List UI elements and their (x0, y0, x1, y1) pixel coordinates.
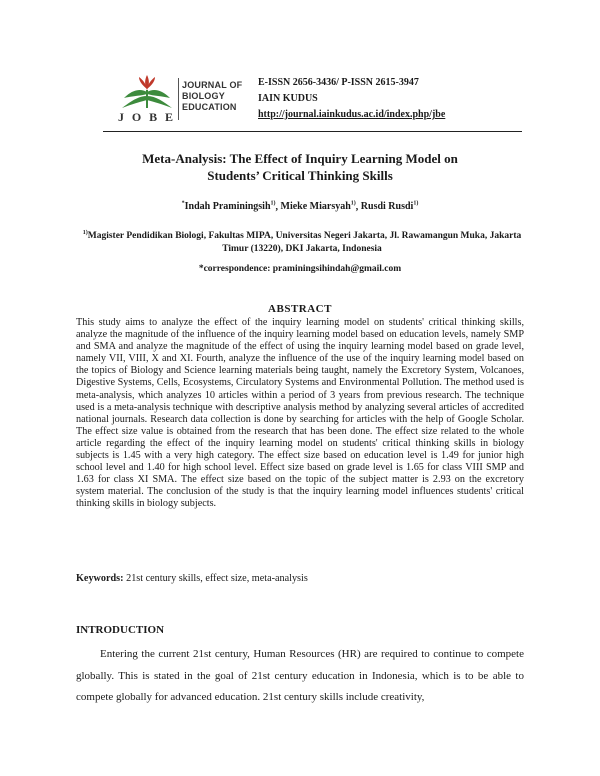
logo-acronym: J O B E (118, 110, 174, 124)
keywords-label: Keywords: (76, 573, 124, 584)
affiliation: $^{1)}$Magister Pendidikan Biologi, Fakultas MIPA, Universitas Negeri Jakarta, Jl. Rawamangun Muka, Jakarta Timur (13220), DKI Jakarta, Indonesia (82, 230, 522, 255)
header-rule (103, 131, 522, 132)
logo-divider (178, 78, 179, 120)
journal-url-link[interactable]: http://journal.iainkudus.ac.id/index.php/jbe (258, 109, 446, 120)
abstract-text: This study aims to analyze the effect of the inquiry learning model on students' critical thinking skills, analyze the magnitude of the influence of the inquiry learning model based on education levels, namely SMP and SMA and analyze the magnitude of the effect of using the inquiry learning model based on grade level, namely VII, VIII, X and XI. Fourth, analyze the influence of the use of the inquiry learning model based on the topics of Biology and Science learning materials being taught, namely the Excretory System, Volcanoes, Digestive Systems, Cells, Ecosystems, Circulatory Systems and Environmental Pollution. The method used is meta-analysis, which analyzes 10 articles within a period of 3 years from previous research. The technique used is a meta-analysis technique with descriptive analysis method by analyzing several articles of accredited national journals. Research data collection is done by searching for articles with the help of Google Scholar. The effect size value is obtained from the research that has been done. The effect size related to the whole article regarding the effect of the inquiry learning model on students' critical thinking skills in biology subjects is 1.45 with a very high category. The effect size based on education level is 1.49 for junior high school level and 1.40 for high school level. Effect size based on grade level is 1.65 for class VIII SMP and 1.63 for class XI SMA. The effect size based on the topic of the subject matter is 2.93 on the excretory system material. The conclusion of the study is that the inquiry learning model influences students' critical thinking skills in biology subjects. (76, 317, 524, 510)
introduction-heading: INTRODUCTION (76, 624, 165, 636)
plant-icon (118, 74, 176, 110)
institution-line: IAIN KUDUS (258, 93, 318, 104)
introduction-text: Entering the current 21st century, Human Resources (HR) are required to continue to compete globally. This is stated in the goal of 21st century education in Indonesia, which is to be able to compete globally for advanced education. 21st century skills include creativity, (76, 648, 524, 703)
author-list: *Indah Praminingsih$^{1)}$, Mieke Miarsyah$^{1)}$, Rusdi Rusdi$^{1)}$ (181, 201, 419, 213)
author: *Indah Praminingsih$^{1)}$ (181, 201, 276, 213)
journal-header-info (258, 75, 445, 123)
keywords-text: 21st century skills, effect size, meta-analysis (126, 573, 308, 584)
journal-logo (118, 74, 246, 124)
author: Rusdi Rusdi$^{1)}$ (360, 201, 419, 213)
correspondence-email: *correspondence: praminingsihindah@gmail.com (198, 264, 402, 274)
logo-journal-name: JOURNAL OF BIOLOGY EDUCATION (182, 80, 243, 112)
author: Mieke Miarsyah$^{1)}$ (280, 201, 356, 213)
keywords (76, 573, 524, 584)
issn-line: E-ISSN 2656-3436/ P-ISSN 2615-3947 (258, 77, 419, 88)
article-title: Meta-Analysis: The Effect of Inquiry Learning Model on Students’ Critical Thinking Skills (142, 151, 458, 183)
abstract-heading: ABSTRACT (268, 303, 332, 315)
